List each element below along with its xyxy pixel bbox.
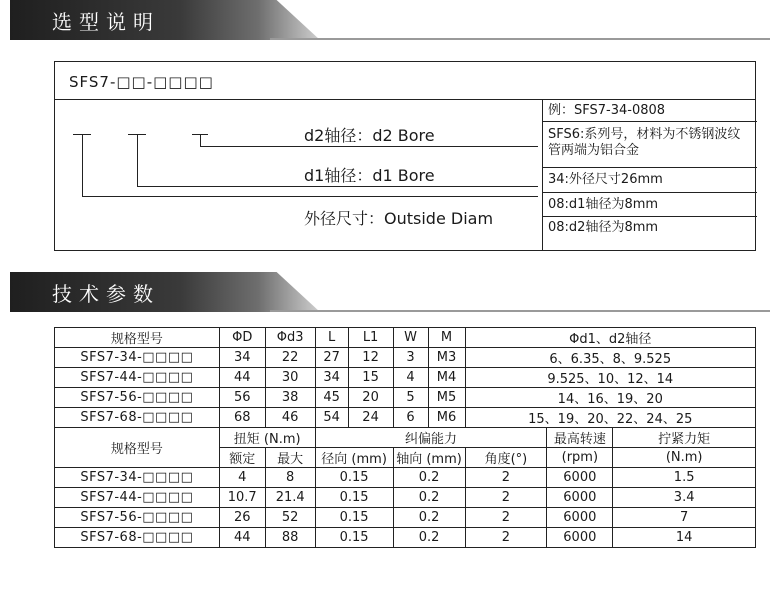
cell: 88 <box>265 528 315 548</box>
cell: 2 <box>465 468 547 488</box>
col-subheader: (N.m) <box>613 448 756 468</box>
table-row <box>55 488 756 508</box>
label-d2-bore: d2轴径：d2 Bore <box>304 126 435 145</box>
col-subheader: 轴向 (mm) <box>393 448 465 468</box>
col-header: 扭矩 (N.m) <box>219 428 315 448</box>
cell: SFS7-44-□□□□ <box>55 368 220 388</box>
leader-d2-v <box>200 134 201 146</box>
col-header: Φd1、d2轴径 <box>465 328 755 348</box>
table-row <box>55 508 756 528</box>
table-row <box>55 348 756 368</box>
cell: SFS7-56-□□□□ <box>55 508 220 528</box>
col-header: M <box>428 328 465 348</box>
table-header-row <box>55 328 756 348</box>
table-row <box>55 468 756 488</box>
cell: 2 <box>465 528 547 548</box>
leader-outside-h <box>82 196 538 197</box>
cell: 6000 <box>547 528 613 548</box>
section-title-params: 技术参数 <box>52 282 160 306</box>
cell: 15、19、20、22、24、25 <box>465 408 755 428</box>
leader-outside-v <box>82 134 83 196</box>
col-header: 拧紧力矩 <box>613 428 756 448</box>
cell: SFS7-68-□□□□ <box>55 408 220 428</box>
cell: 38 <box>265 388 315 408</box>
cell: SFS7-56-□□□□ <box>55 388 220 408</box>
leader-d2-h <box>200 146 538 147</box>
cell: 0.15 <box>315 508 393 528</box>
col-header: ΦD <box>219 328 265 348</box>
col-header: L <box>315 328 348 348</box>
cell: 68 <box>219 408 265 428</box>
cell: 24 <box>348 408 393 428</box>
cell: SFS7-34-□□□□ <box>55 348 220 368</box>
col-subheader: (rpm) <box>547 448 613 468</box>
label-outside-diam: 外径尺寸：Outside Diam <box>304 209 494 228</box>
cell: M5 <box>428 388 465 408</box>
col-header: 规格型号 <box>55 428 220 468</box>
cell: M3 <box>428 348 465 368</box>
col-subheader: 径向 (mm) <box>315 448 393 468</box>
selection-diagram <box>54 61 756 251</box>
cell: SFS7-68-□□□□ <box>55 528 220 548</box>
cell: 56 <box>219 388 265 408</box>
header-rule <box>270 310 770 312</box>
cell: 26 <box>219 508 265 528</box>
cell: 27 <box>315 348 348 368</box>
cell: 2 <box>465 508 547 528</box>
notes-column <box>542 100 757 250</box>
cell: 6、6.35、8、9.525 <box>465 348 755 368</box>
cell: 7 <box>613 508 756 528</box>
note-outside: 34:外径尺寸26mm <box>543 168 757 193</box>
section-header-selection <box>10 0 770 40</box>
col-header: 最高转速 <box>547 428 613 448</box>
cell: 15 <box>348 368 393 388</box>
cell: 3.4 <box>613 488 756 508</box>
cell: 54 <box>315 408 348 428</box>
cell: 21.4 <box>265 488 315 508</box>
table-row <box>55 368 756 388</box>
cell: 45 <box>315 388 348 408</box>
cell: M6 <box>428 408 465 428</box>
table-row <box>55 388 756 408</box>
cell: 14、16、19、20 <box>465 388 755 408</box>
cell: 4 <box>219 468 265 488</box>
note-example: 例：SFS7-34-0808 <box>543 100 757 122</box>
cell: 0.2 <box>393 508 465 528</box>
cell: 6000 <box>547 488 613 508</box>
cell: 0.2 <box>393 468 465 488</box>
cell: 8 <box>265 468 315 488</box>
col-subheader: 角度(°) <box>465 448 547 468</box>
cell: 9.525、10、12、14 <box>465 368 755 388</box>
col-subheader: 最大 <box>265 448 315 468</box>
cell: 0.2 <box>393 528 465 548</box>
section-title-selection: 选型说明 <box>52 10 160 34</box>
params-table <box>54 327 756 548</box>
col-header: W <box>393 328 428 348</box>
cell: SFS7-44-□□□□ <box>55 488 220 508</box>
col-header: Φd3 <box>265 328 315 348</box>
col-header: L1 <box>348 328 393 348</box>
label-d1-bore: d1轴径：d1 Bore <box>304 166 435 185</box>
cell: 1.5 <box>613 468 756 488</box>
cell: 0.15 <box>315 488 393 508</box>
cell: 2 <box>465 488 547 508</box>
col-header: 纠偏能力 <box>315 428 547 448</box>
section-header-params <box>10 272 770 312</box>
note-d2: 08:d2轴径为8mm <box>548 220 659 235</box>
cell: 6 <box>393 408 428 428</box>
model-code: SFS7-□□-□□□□ <box>69 73 214 91</box>
table2-header-row <box>55 428 756 448</box>
cell: 44 <box>219 528 265 548</box>
leader-d1-v <box>137 134 138 186</box>
leader-d1-h <box>137 186 538 187</box>
cell: 52 <box>265 508 315 528</box>
header-rule <box>270 38 770 40</box>
cell: 44 <box>219 368 265 388</box>
cell: 5 <box>393 388 428 408</box>
cell: 20 <box>348 388 393 408</box>
note-series: SFS6:系列号，材料为不锈钢波纹管两端为铝合金 <box>543 122 757 168</box>
cell: 22 <box>265 348 315 368</box>
col-header: 规格型号 <box>55 328 220 348</box>
cell: M4 <box>428 368 465 388</box>
cell: 46 <box>265 408 315 428</box>
cell: 34 <box>219 348 265 368</box>
cell: 6000 <box>547 468 613 488</box>
cell: SFS7-34-□□□□ <box>55 468 220 488</box>
cell: 6000 <box>547 508 613 528</box>
cell: 14 <box>613 528 756 548</box>
cell: 4 <box>393 368 428 388</box>
col-subheader: 额定 <box>219 448 265 468</box>
cell: 10.7 <box>219 488 265 508</box>
cell: 34 <box>315 368 348 388</box>
cell: 0.2 <box>393 488 465 508</box>
cell: 0.15 <box>315 528 393 548</box>
cell: 3 <box>393 348 428 368</box>
table-row <box>55 528 756 548</box>
cell: 30 <box>265 368 315 388</box>
cell: 0.15 <box>315 468 393 488</box>
note-d1: 08:d1轴径为8mm <box>543 193 757 217</box>
cell: 12 <box>348 348 393 368</box>
table-row <box>55 408 756 428</box>
